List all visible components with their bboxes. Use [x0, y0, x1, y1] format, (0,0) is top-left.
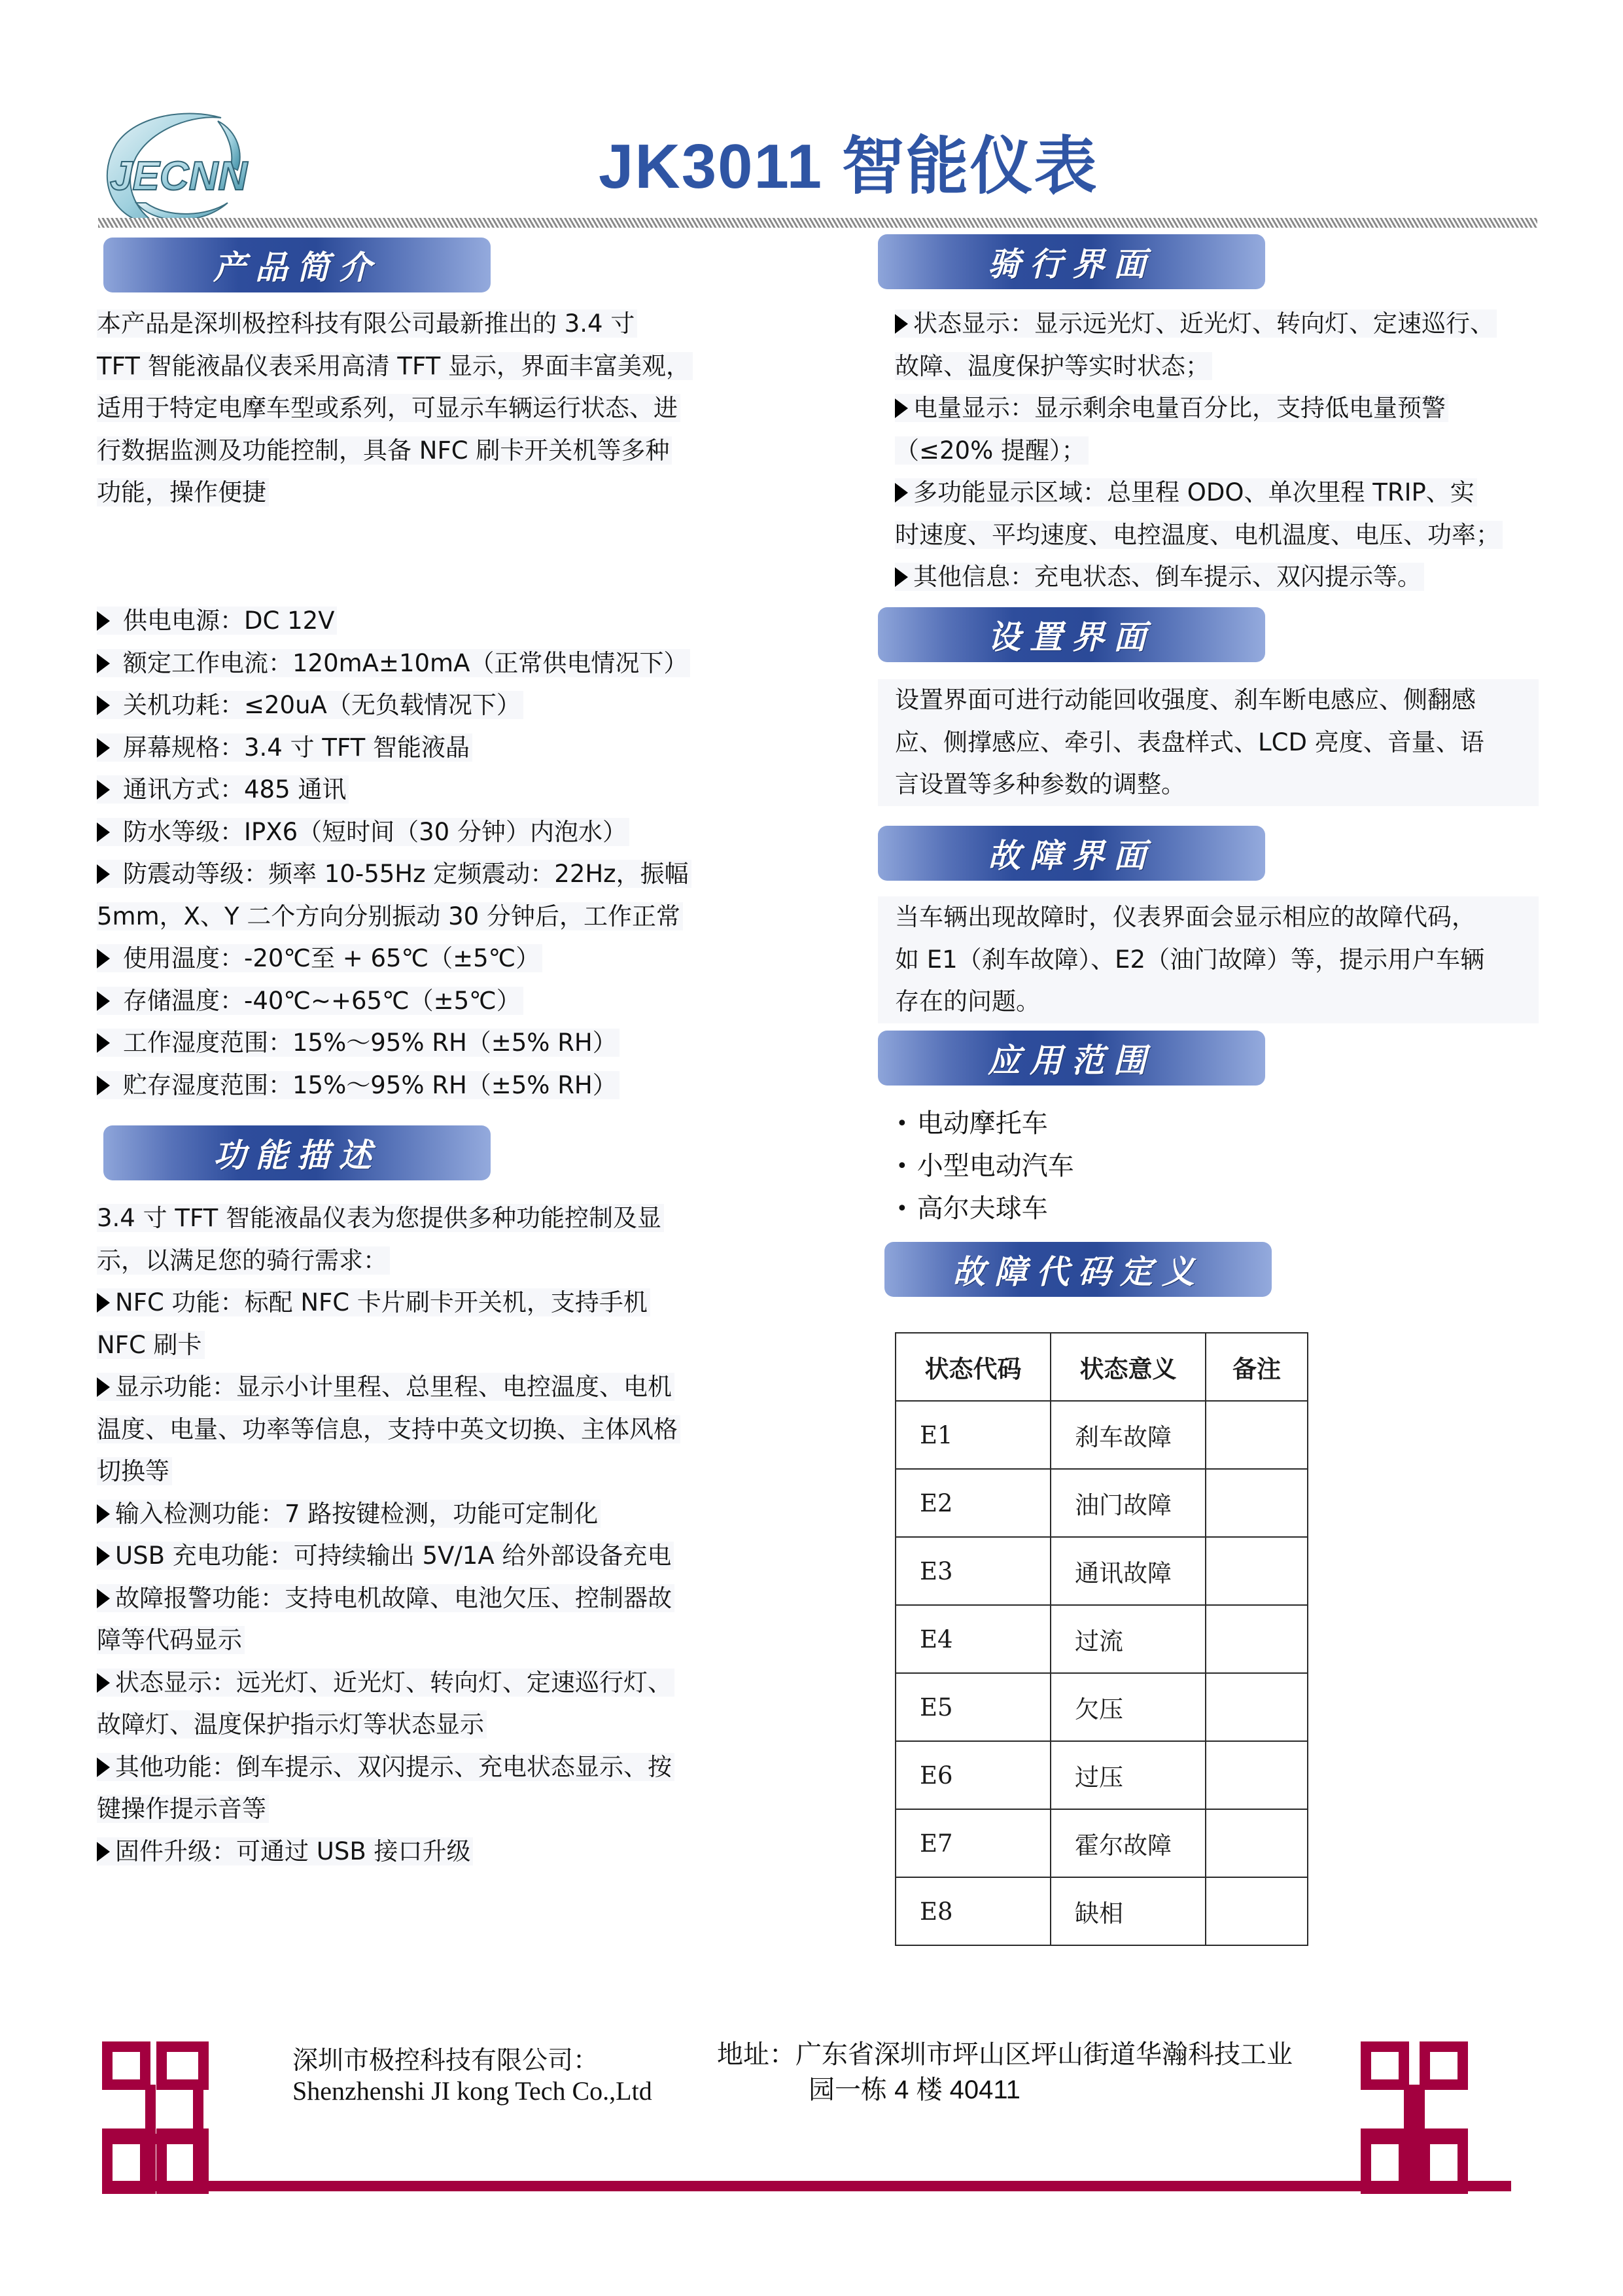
triangle-bullet-icon	[97, 1076, 110, 1095]
triangle-bullet-icon	[97, 1546, 110, 1566]
triangle-bullet-icon	[895, 567, 908, 587]
table-row: E7 霍尔故障	[896, 1809, 1308, 1877]
footer-company-name-cn: 深圳市极控科技有限公司：	[292, 2047, 599, 2075]
footer-address: 地址：广东省深圳市坪山区坪山街道华瀚科技工业 园一栋 4 楼 40411	[717, 2040, 1293, 2104]
section-heading-settings: 设置界面	[878, 607, 1265, 662]
table-row: E6 过压	[896, 1741, 1308, 1809]
spec-item: 工作湿度范围：15%～95% RH（±5% RH）	[97, 1022, 691, 1065]
column-header-remark: 备注	[1206, 1333, 1308, 1401]
triangle-bullet-icon	[97, 1377, 110, 1397]
column-header-code: 状态代码	[896, 1333, 1051, 1401]
triangle-bullet-icon	[97, 1033, 110, 1053]
triangle-bullet-icon	[97, 738, 110, 758]
header-divider	[98, 218, 1537, 228]
applications-list	[896, 1103, 1074, 1230]
triangle-bullet-icon	[895, 314, 908, 334]
list-item: • 小型电动汽车	[896, 1145, 1074, 1188]
spec-item: 额定工作电流：120mA±10mA（正常供电情况下）	[97, 643, 691, 685]
spec-item: 关机功耗：≤20uA（无负载情况下）	[97, 684, 691, 727]
spec-item-continued: 5mm，X、Y 二个方向分别振动 30 分钟后，工作正常	[97, 896, 691, 938]
triangle-bullet-icon	[97, 611, 110, 631]
triangle-bullet-icon	[97, 1504, 110, 1524]
triangle-bullet-icon	[97, 1842, 110, 1862]
spec-item: 存储温度：-40℃~+65℃（±5℃）	[97, 980, 691, 1023]
section-heading-fault-codes: 故障代码定义	[884, 1242, 1272, 1297]
logo-swoosh-icon	[97, 105, 257, 236]
table-row: E2 油门故障	[896, 1469, 1308, 1537]
triangle-bullet-icon	[97, 1757, 110, 1777]
settings-paragraph: 设置界面可进行动能回收强度、刹车断电感应、侧翻感 应、侧撑感应、牵引、表盘样式、LCD 亮度、音量、语 言设置等多种参数的调整。	[878, 679, 1539, 806]
fault-code-table	[895, 1332, 1308, 1946]
company-logo	[97, 105, 257, 236]
triangle-bullet-icon	[895, 398, 908, 418]
table-row: E8 缺相	[896, 1877, 1308, 1945]
section-heading-functions: 功能描述	[103, 1125, 491, 1180]
spec-item: 通讯方式：485 通讯	[97, 769, 691, 811]
footer-company-name-en: Shenzhenshi JI kong Tech Co.,Ltd	[292, 2076, 652, 2106]
riding-list: 状态显示：显示远光灯、近光灯、转向灯、定速巡行、 故障、温度保护等实时状态； 电量显示：显示剩余电量百分比，支持低电量预警 （≤20% 提醒）； 多功能显示区域：总里程 ODO、单次里程 TRIP、实 时速度、平均速度、电控温度、电机温度、电压、功率； 其他信息：充电状态、倒车提示、双闪提示等。	[895, 303, 1503, 599]
section-heading-applications: 应用范围	[878, 1031, 1265, 1086]
spec-item: 防震动等级：频率 10-55Hz 定频震动：22Hz，振幅	[97, 853, 691, 896]
list-item: • 电动摩托车	[896, 1103, 1074, 1145]
triangle-bullet-icon	[97, 1293, 110, 1313]
table-row: E3 通讯故障	[896, 1537, 1308, 1605]
triangle-bullet-icon	[97, 991, 110, 1011]
spec-item: 使用温度：-20℃至 + 65℃（±5℃）	[97, 938, 691, 980]
triangle-bullet-icon	[97, 696, 110, 715]
spec-item: 供电电源：DC 12V	[97, 600, 691, 643]
section-heading-fault: 故障界面	[878, 826, 1265, 881]
triangle-bullet-icon	[97, 1589, 110, 1608]
fault-paragraph: 当车辆出现故障时，仪表界面会显示相应的故障代码， 如 E1（刹车故障）、E2（油门故障）等，提示用户车辆 存在的问题。	[878, 896, 1539, 1023]
table-row: E1 刹车故障	[896, 1401, 1308, 1469]
spec-item: 屏幕规格：3.4 寸 TFT 智能液晶	[97, 727, 691, 769]
triangle-bullet-icon	[97, 864, 110, 884]
list-item: • 高尔夫球车	[896, 1188, 1074, 1230]
spec-item: 贮存湿度范围：15%～95% RH（±5% RH）	[97, 1065, 691, 1107]
section-heading-intro: 产品简介	[103, 238, 491, 292]
table-header-row	[896, 1333, 1308, 1401]
section-heading-riding: 骑行界面	[878, 234, 1265, 289]
svg-text:JECNN: JECNN	[110, 154, 248, 199]
spec-item: 防水等级：IPX6（短时间（30 分钟）内泡水）	[97, 811, 691, 854]
triangle-bullet-icon	[97, 949, 110, 968]
spec-list	[97, 600, 691, 1106]
triangle-bullet-icon	[97, 822, 110, 842]
intro-paragraph: 本产品是深圳极控科技有限公司最新推出的 3.4 寸 TFT 智能液晶仪表采用高清 TFT 显示，界面丰富美观， 适用于特定电摩车型或系列，可显示车辆运行状态、进 行数据监测及功能控制，具备 NFC 刷卡开关机等多种 功能，操作便捷	[97, 303, 693, 514]
table-row: E5 欠压	[896, 1673, 1308, 1741]
table-row: E4 过流	[896, 1605, 1308, 1673]
triangle-bullet-icon	[97, 780, 110, 800]
triangle-bullet-icon	[97, 1673, 110, 1693]
functions-list: 3.4 寸 TFT 智能液晶仪表为您提供多种功能控制及显 示，以满足您的骑行需求： NFC 功能：标配 NFC 卡片刷卡开关机，支持手机 NFC 刷卡 显示功能：显示小计里程、总里程、电控温度、电机 温度、电量、功率等信息，支持中英文切换、主体风格 切换等 输入检测功能：7 路按键检测，功能可定制化 USB 充电功能：可持续输出 5V/1A 给外部设备充电 故障报警功能：支持电机故障、电池欠压、控制器故 障等代码显示 状态显示：远光灯、近光灯、转向灯、定速巡行灯、 故障灯、温度保护指示灯等状态显示 其他功能：倒车提示、双闪提示、充电状态显示、按 键操作提示音等 固件升级：可通过 USB 接口升级	[97, 1197, 680, 1873]
triangle-bullet-icon	[97, 654, 110, 673]
column-header-meaning: 状态意义	[1051, 1333, 1206, 1401]
triangle-bullet-icon	[895, 483, 908, 503]
page-title: JK3011 智能仪表	[599, 132, 1098, 202]
